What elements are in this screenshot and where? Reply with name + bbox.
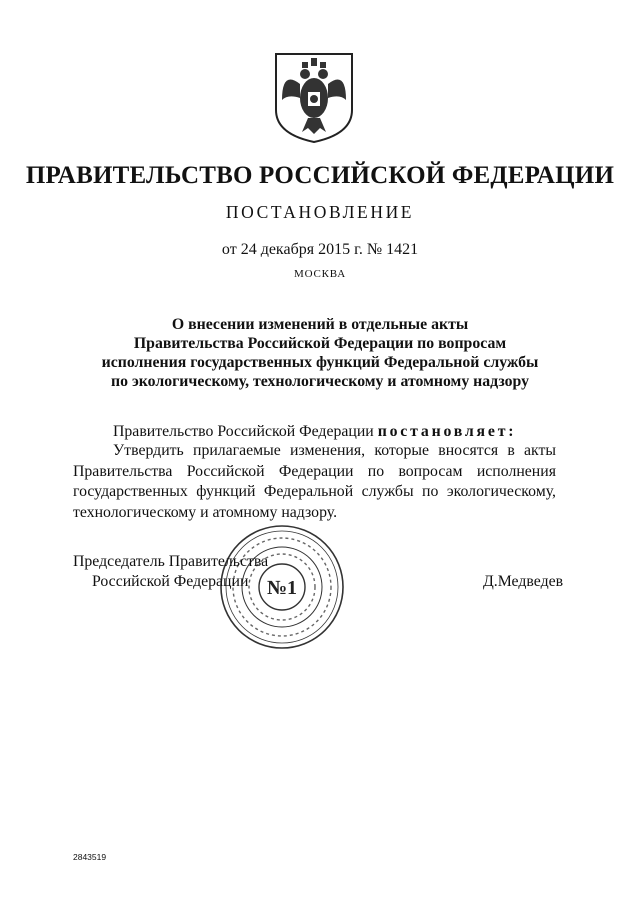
title-line: О внесении изменений в отдельные акты bbox=[171, 316, 469, 333]
resolution-intro bbox=[113, 423, 516, 441]
title-line: исполнения государственных функций Федеральной службы bbox=[101, 354, 539, 371]
intro-text: Правительство Российской Федерации bbox=[113, 423, 378, 440]
resolves-word: постановляет: bbox=[377, 423, 517, 440]
government-heading: ПРАВИТЕЛЬСТВО РОССИЙСКОЙ ФЕДЕРАЦИИ bbox=[25, 162, 615, 189]
signatory-role-line1: Председатель Правительства bbox=[73, 553, 269, 570]
body-line: государственных функций Федеральной службы по экологическому, bbox=[73, 483, 556, 500]
city: МОСКВА bbox=[294, 268, 346, 280]
document-title bbox=[60, 315, 580, 391]
title-line: Правительства Российской Федерации по вопросам bbox=[133, 335, 507, 352]
seal-number: №1 bbox=[266, 577, 298, 599]
date-and-number: от 24 декабря 2015 г. № 1421 bbox=[221, 241, 419, 258]
signatory-name: Д.Медведев bbox=[483, 573, 564, 590]
title-line: по экологическому, технологическому и атомному надзору bbox=[111, 373, 529, 390]
body-line: Правительства Российской Федерации по вопросам исполнения bbox=[73, 462, 556, 480]
coat-of-arms-emblem bbox=[272, 50, 356, 144]
document-id: 2843519 bbox=[73, 852, 107, 862]
document-type: ПОСТАНОВЛЕНИЕ bbox=[225, 202, 415, 222]
resolution-body bbox=[73, 441, 556, 523]
body-line: Утвердить прилагаемые изменения, которые вносятся в акты bbox=[113, 442, 556, 459]
signatory-role-line2: Российской Федерации bbox=[92, 573, 249, 590]
body-line: технологическому и атомному надзору. bbox=[73, 503, 338, 521]
